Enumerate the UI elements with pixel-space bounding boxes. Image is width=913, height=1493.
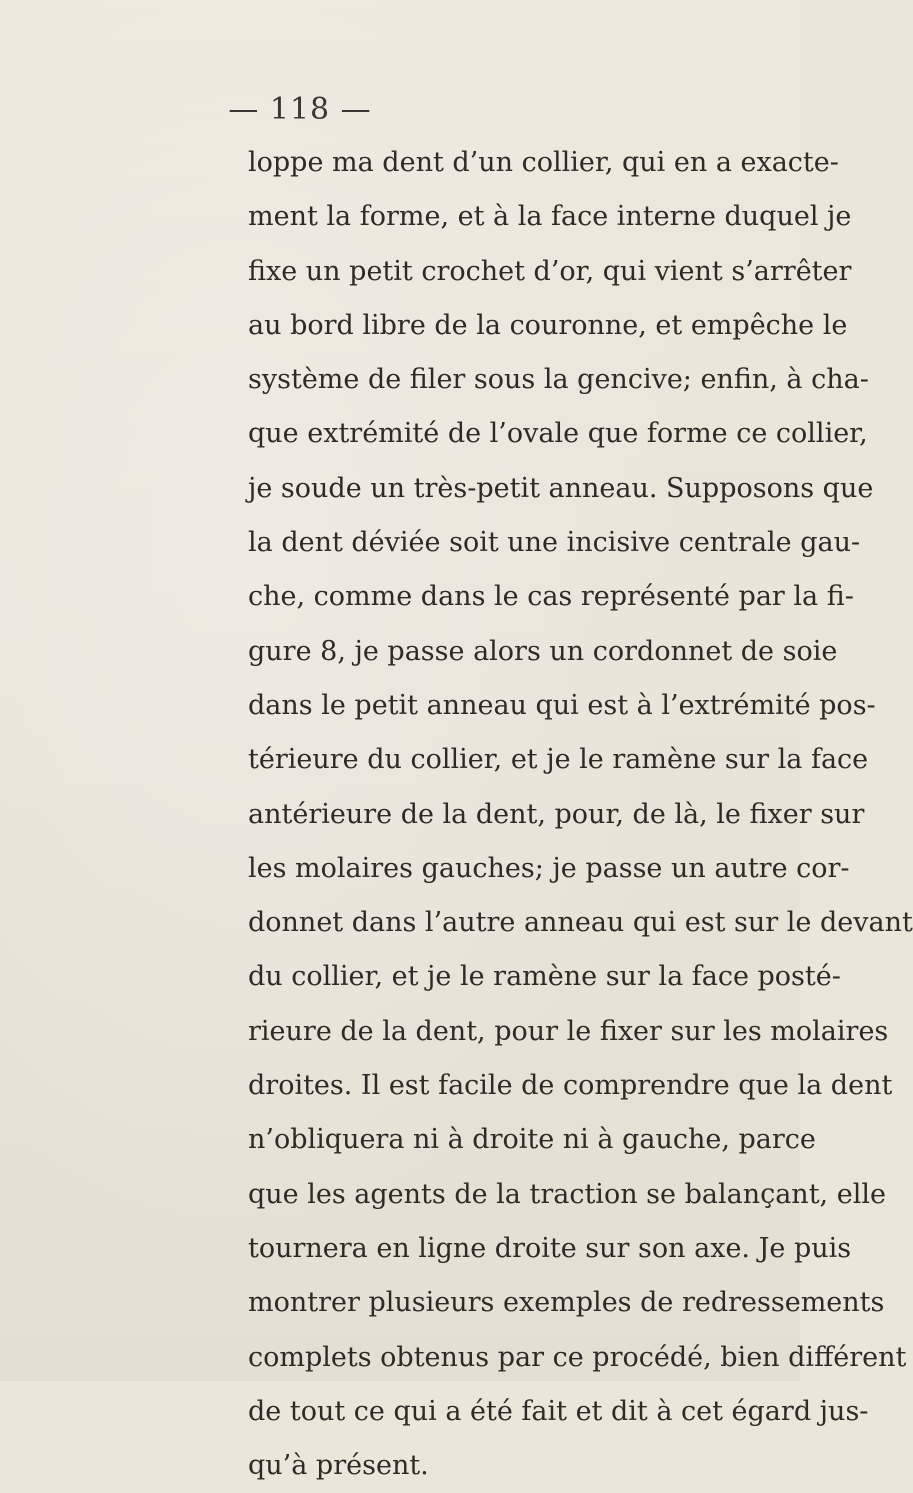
- text-line: n’obliquera ni à droite ni à gauche, parce: [248, 1124, 816, 1156]
- text-line: fixe un petit crochet d’or, qui vient s’arrêter: [248, 255, 852, 287]
- text-line: montrer plusieurs exemples de redressements: [248, 1287, 885, 1319]
- text-line: tournera en ligne droite sur son axe. Je puis: [248, 1232, 852, 1264]
- text-line: au bord libre de la couronne, et empêche le: [248, 309, 848, 341]
- body-text: [248, 136, 913, 1493]
- text-line: je soude un très-petit anneau. Supposons que: [248, 472, 874, 504]
- text-line: gure 8, je passe alors un cordonnet de soie: [248, 635, 838, 667]
- text-line: la dent déviée soit une incisive centrale gau-: [248, 527, 861, 559]
- text-line-last: qu’à présent.: [248, 1450, 429, 1482]
- text-line: complets obtenus par ce procédé, bien différent: [248, 1341, 907, 1373]
- text-line: che, comme dans le cas représenté par la fi-: [248, 581, 854, 613]
- text-line: térieure du collier, et je le ramène sur la face: [248, 744, 869, 776]
- text-line: système de filer sous la gencive; enfin, à cha-: [248, 364, 869, 396]
- text-line: dans le petit anneau qui est à l’extrémité pos-: [248, 689, 876, 721]
- text-line: du collier, et je le ramène sur la face posté-: [248, 961, 841, 993]
- text-line: loppe ma dent d’un collier, qui en a exacte-: [248, 147, 839, 178]
- text-line: antérieure de la dent, pour, de là, le fixer sur: [248, 798, 865, 830]
- text-line: que extrémité de l’ovale que forme ce collier,: [248, 418, 868, 450]
- text-line: de tout ce qui a été fait et dit à cet égard jus-: [248, 1395, 869, 1427]
- text-line: les molaires gauches; je passe un autre cor-: [248, 852, 850, 884]
- text-line: ment la forme, et à la face interne duquel je: [248, 201, 852, 233]
- page-number: — 118 —: [228, 92, 372, 127]
- text-line: droites. Il est facile de comprendre que la dent: [248, 1070, 893, 1102]
- text-line: que les agents de la traction se balançant, elle: [248, 1178, 886, 1210]
- text-line: rieure de la dent, pour le fixer sur les molaires: [248, 1015, 889, 1047]
- text-line: donnet dans l’autre anneau qui est sur le devant: [248, 907, 913, 939]
